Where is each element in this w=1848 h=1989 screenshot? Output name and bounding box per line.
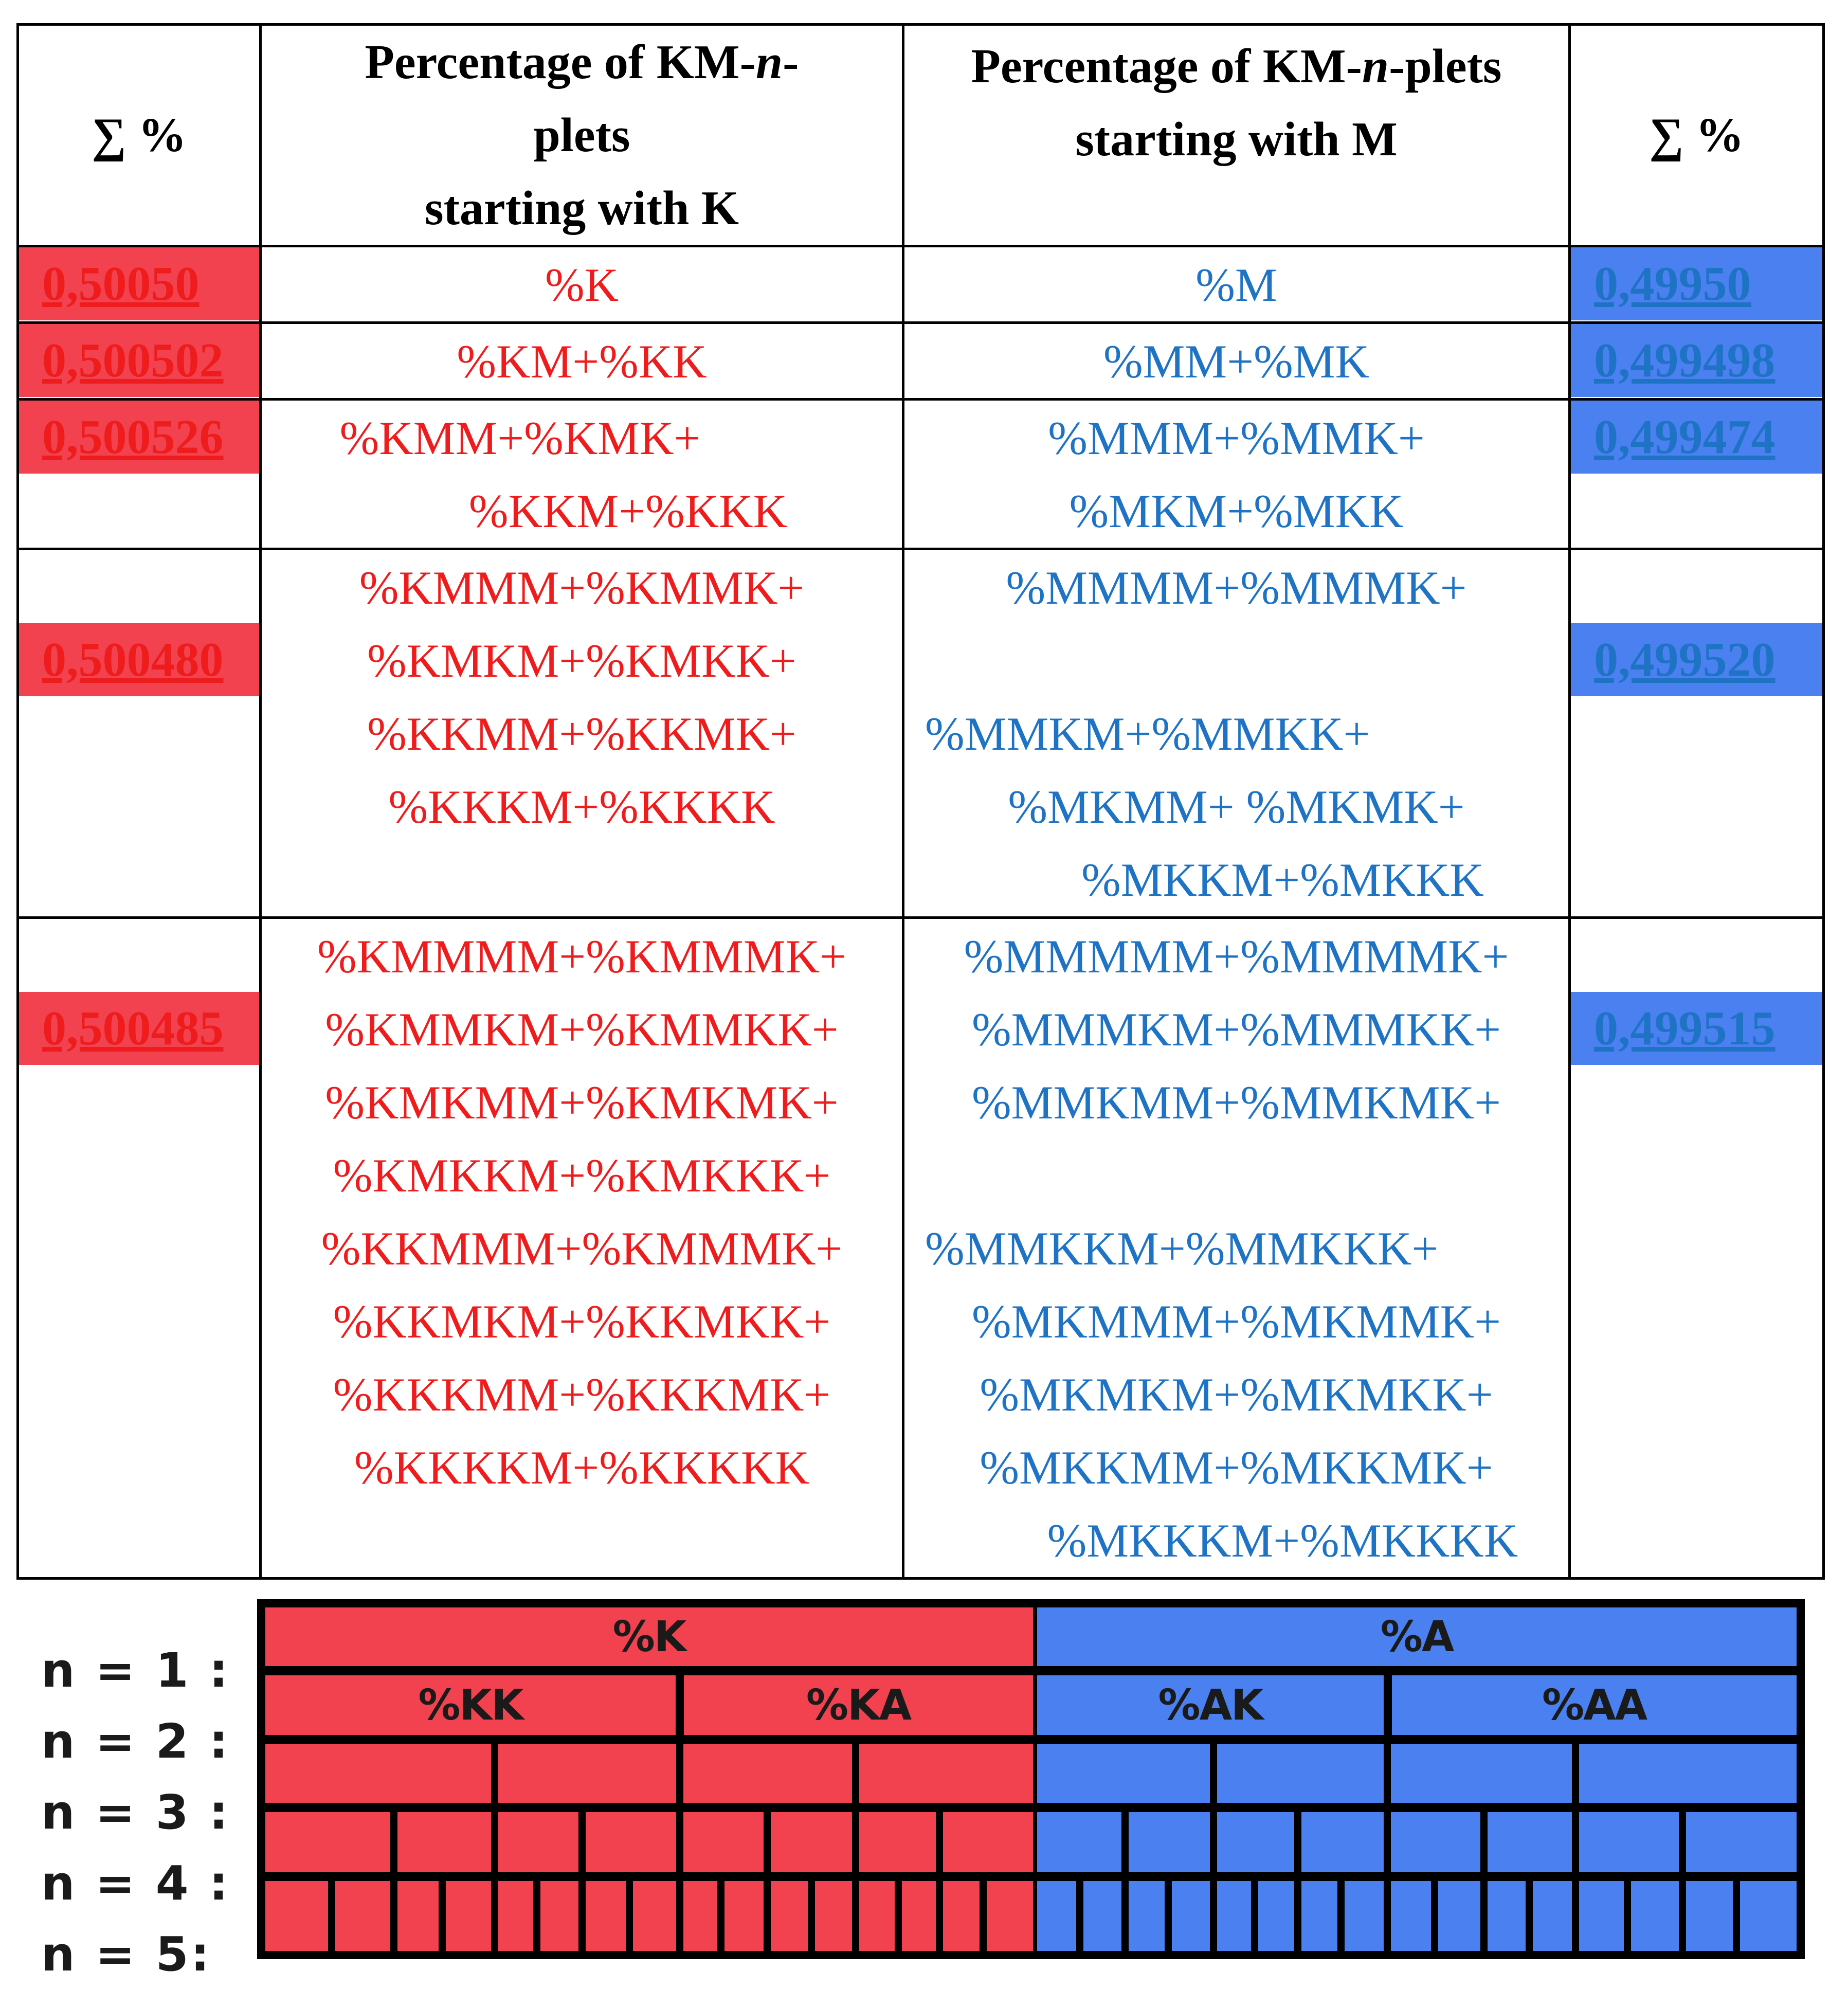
partition-cell [498,1881,533,1951]
partition-cell [446,1881,491,1951]
sum-k-value: 0,500526 [19,401,259,474]
sum-k-value: 0,500502 [19,324,259,397]
header-m-column: Percentage of KM-n-plets starting with M [903,25,1570,246]
m-expression: %MMMKM+%MMMKK+ [972,1003,1501,1056]
partition-cell [1301,1881,1337,1951]
partition-cell [1258,1881,1294,1951]
partition-cell [1345,1881,1384,1951]
segment-k [265,1607,1033,1666]
segment-kk [265,1675,676,1735]
partition-cell [397,1881,439,1951]
partition-frame [257,1599,1805,1959]
partition-cell [683,1744,852,1803]
partition-cell [859,1812,936,1872]
level-label-n2: n = 2 : [41,1714,230,1769]
partition-cell [265,1812,390,1872]
table-row [18,918,1824,1579]
partition-cell [683,1881,717,1951]
segment-label: %A [1380,1612,1454,1661]
header-sum-left: ∑ % [18,25,261,246]
partition-cell [1740,1881,1797,1951]
partition-cell [633,1881,676,1951]
header-k-column: Percentage of KM-n- plets starting with K [261,25,903,246]
partition-cell [498,1744,676,1803]
partition-cell [683,1812,764,1872]
m-expression: %MKMMM+%MKMMK+ [972,1295,1501,1348]
partition-cell [1037,1812,1121,1872]
segment-a [1037,1607,1797,1666]
partition-cell [265,1881,328,1951]
sum-m-value: 0,499520 [1571,623,1822,696]
m-expression: %MKMKM+%MKMKK+ [980,1368,1493,1421]
m-expression: %MKMM+ %MKMK+ [1008,781,1465,833]
m-expression: %MM+%MK [1103,335,1369,388]
m-expression: %MMMM+%MMMK+ [1006,562,1467,614]
k-expression: %KMKKM+%KMKKK+ [333,1149,831,1202]
partition-cell [1488,1881,1526,1951]
partition-cell [1217,1744,1384,1803]
m-expression-blank [904,624,1568,697]
partition-cell [1438,1881,1480,1951]
partition-cell [540,1881,578,1951]
m-expression: %MMKM+%MMKK+ [925,708,1370,760]
m-expression: %MMM+%MMK+ [1048,412,1425,464]
partition-cell [335,1881,390,1951]
partition-cell [771,1812,852,1872]
partition-cell [859,1744,1033,1803]
segment-ak [1037,1675,1384,1735]
k-expression: %KMMMM+%KMMMK+ [317,930,846,983]
k-expression: %KKKKM+%KKKKK [354,1441,809,1494]
segment-label: %AK [1158,1680,1263,1730]
sum-m-value: 0,499515 [1571,992,1822,1065]
partition-cell [724,1881,764,1951]
level-label-n1: n = 1 : [41,1643,230,1698]
partition-cell [1129,1881,1165,1951]
k-expression: %K [545,259,619,311]
sum-m-value: 0,49950 [1571,247,1822,320]
partition-cell [1301,1812,1384,1872]
partition-cell [943,1881,980,1951]
partition-cell [1037,1881,1076,1951]
table-row [18,323,1824,400]
partition-cell [1217,1812,1294,1872]
k-expression: %KKMMM+%KMMMK+ [321,1222,843,1275]
level-label-n4: n = 4 : [41,1856,230,1911]
m-expression: %MKKM+%MKKK [1081,854,1484,906]
m-expression: %MKKKM+%MKKKK [1047,1514,1518,1567]
segment-label: %AA [1542,1680,1647,1730]
table-row [18,549,1824,918]
partition-cell [1391,1744,1572,1803]
k-expression: %KMKM+%KMKK+ [367,635,796,687]
m-expression: %MKKMM+%MKKMK+ [980,1441,1493,1494]
partition-cell [1686,1812,1797,1872]
k-expression: %KMMKM+%KMMKK+ [325,1003,839,1056]
partition-cell [1579,1744,1797,1803]
m-expression-blank [904,1139,1568,1212]
m-expression: %M [1195,259,1277,311]
level-label-n3: n = 3 : [41,1785,230,1840]
partition-cell [1631,1881,1679,1951]
partition-cell [902,1881,936,1951]
segment-label: %KA [806,1680,911,1730]
k-expression: %KMM+%KMK+ [339,412,701,464]
partition-cell [1172,1881,1210,1951]
sum-k-value: 0,50050 [19,247,259,320]
partition-cell [586,1881,626,1951]
header-row [18,25,1824,246]
sum-m-value: 0,499474 [1571,401,1822,474]
table-row [18,246,1824,323]
partition-cell [1686,1881,1733,1951]
k-expression: %KKKMM+%KKKMK+ [333,1368,831,1421]
nplet-partition-diagram [0,1599,1848,1980]
k-expression: %KMKMM+%KMKMK+ [325,1076,839,1129]
segment-aa [1392,1675,1797,1735]
partition-cell [987,1881,1033,1951]
sum-k-value: 0,500485 [19,992,259,1065]
segment-label: %K [612,1612,686,1661]
partition-cell [1391,1881,1431,1951]
partition-cell [815,1881,852,1951]
m-expression: %MMKMM+%MMKMK+ [972,1076,1501,1129]
partition-cell [586,1812,676,1872]
table-row [18,400,1824,549]
partition-cell [1037,1744,1210,1803]
partition-cell [1579,1812,1679,1872]
segment-label: %KK [418,1680,523,1730]
partition-cell [498,1812,578,1872]
m-expression: %MKM+%MKK [1069,485,1404,537]
partition-cell [943,1812,1033,1872]
k-expression: %KKMM+%KKMK+ [367,708,796,760]
partition-cell [1083,1881,1121,1951]
partition-cell [1579,1881,1624,1951]
partition-cell [265,1744,491,1803]
m-expression: %MMMMM+%MMMMK+ [964,930,1509,983]
k-expression: %KKKM+%KKKK [388,781,775,833]
k-expression: %KM+%KK [457,335,707,388]
k-expression: %KMMM+%KMMK+ [359,562,805,614]
k-expression: %KKMKM+%KKMKK+ [333,1295,831,1348]
sum-m-value: 0,499498 [1571,324,1822,397]
segment-ka [684,1675,1033,1735]
partition-cell [397,1812,491,1872]
level-label-n5: n = 5: [41,1927,212,1982]
partition-cell [771,1881,808,1951]
partition-cell [1129,1812,1210,1872]
partition-cell [1217,1881,1251,1951]
partition-cell [859,1881,895,1951]
partition-cell [1488,1812,1572,1872]
m-expression: %MMKKM+%MMKKK+ [925,1222,1439,1275]
partition-cell [1391,1812,1480,1872]
header-sum-right: ∑ % [1570,25,1824,246]
km-nplets-table [16,23,1825,1580]
sum-k-value: 0,500480 [19,623,259,696]
k-expression: %KKM+%KKK [468,485,788,537]
partition-cell [1533,1881,1572,1951]
